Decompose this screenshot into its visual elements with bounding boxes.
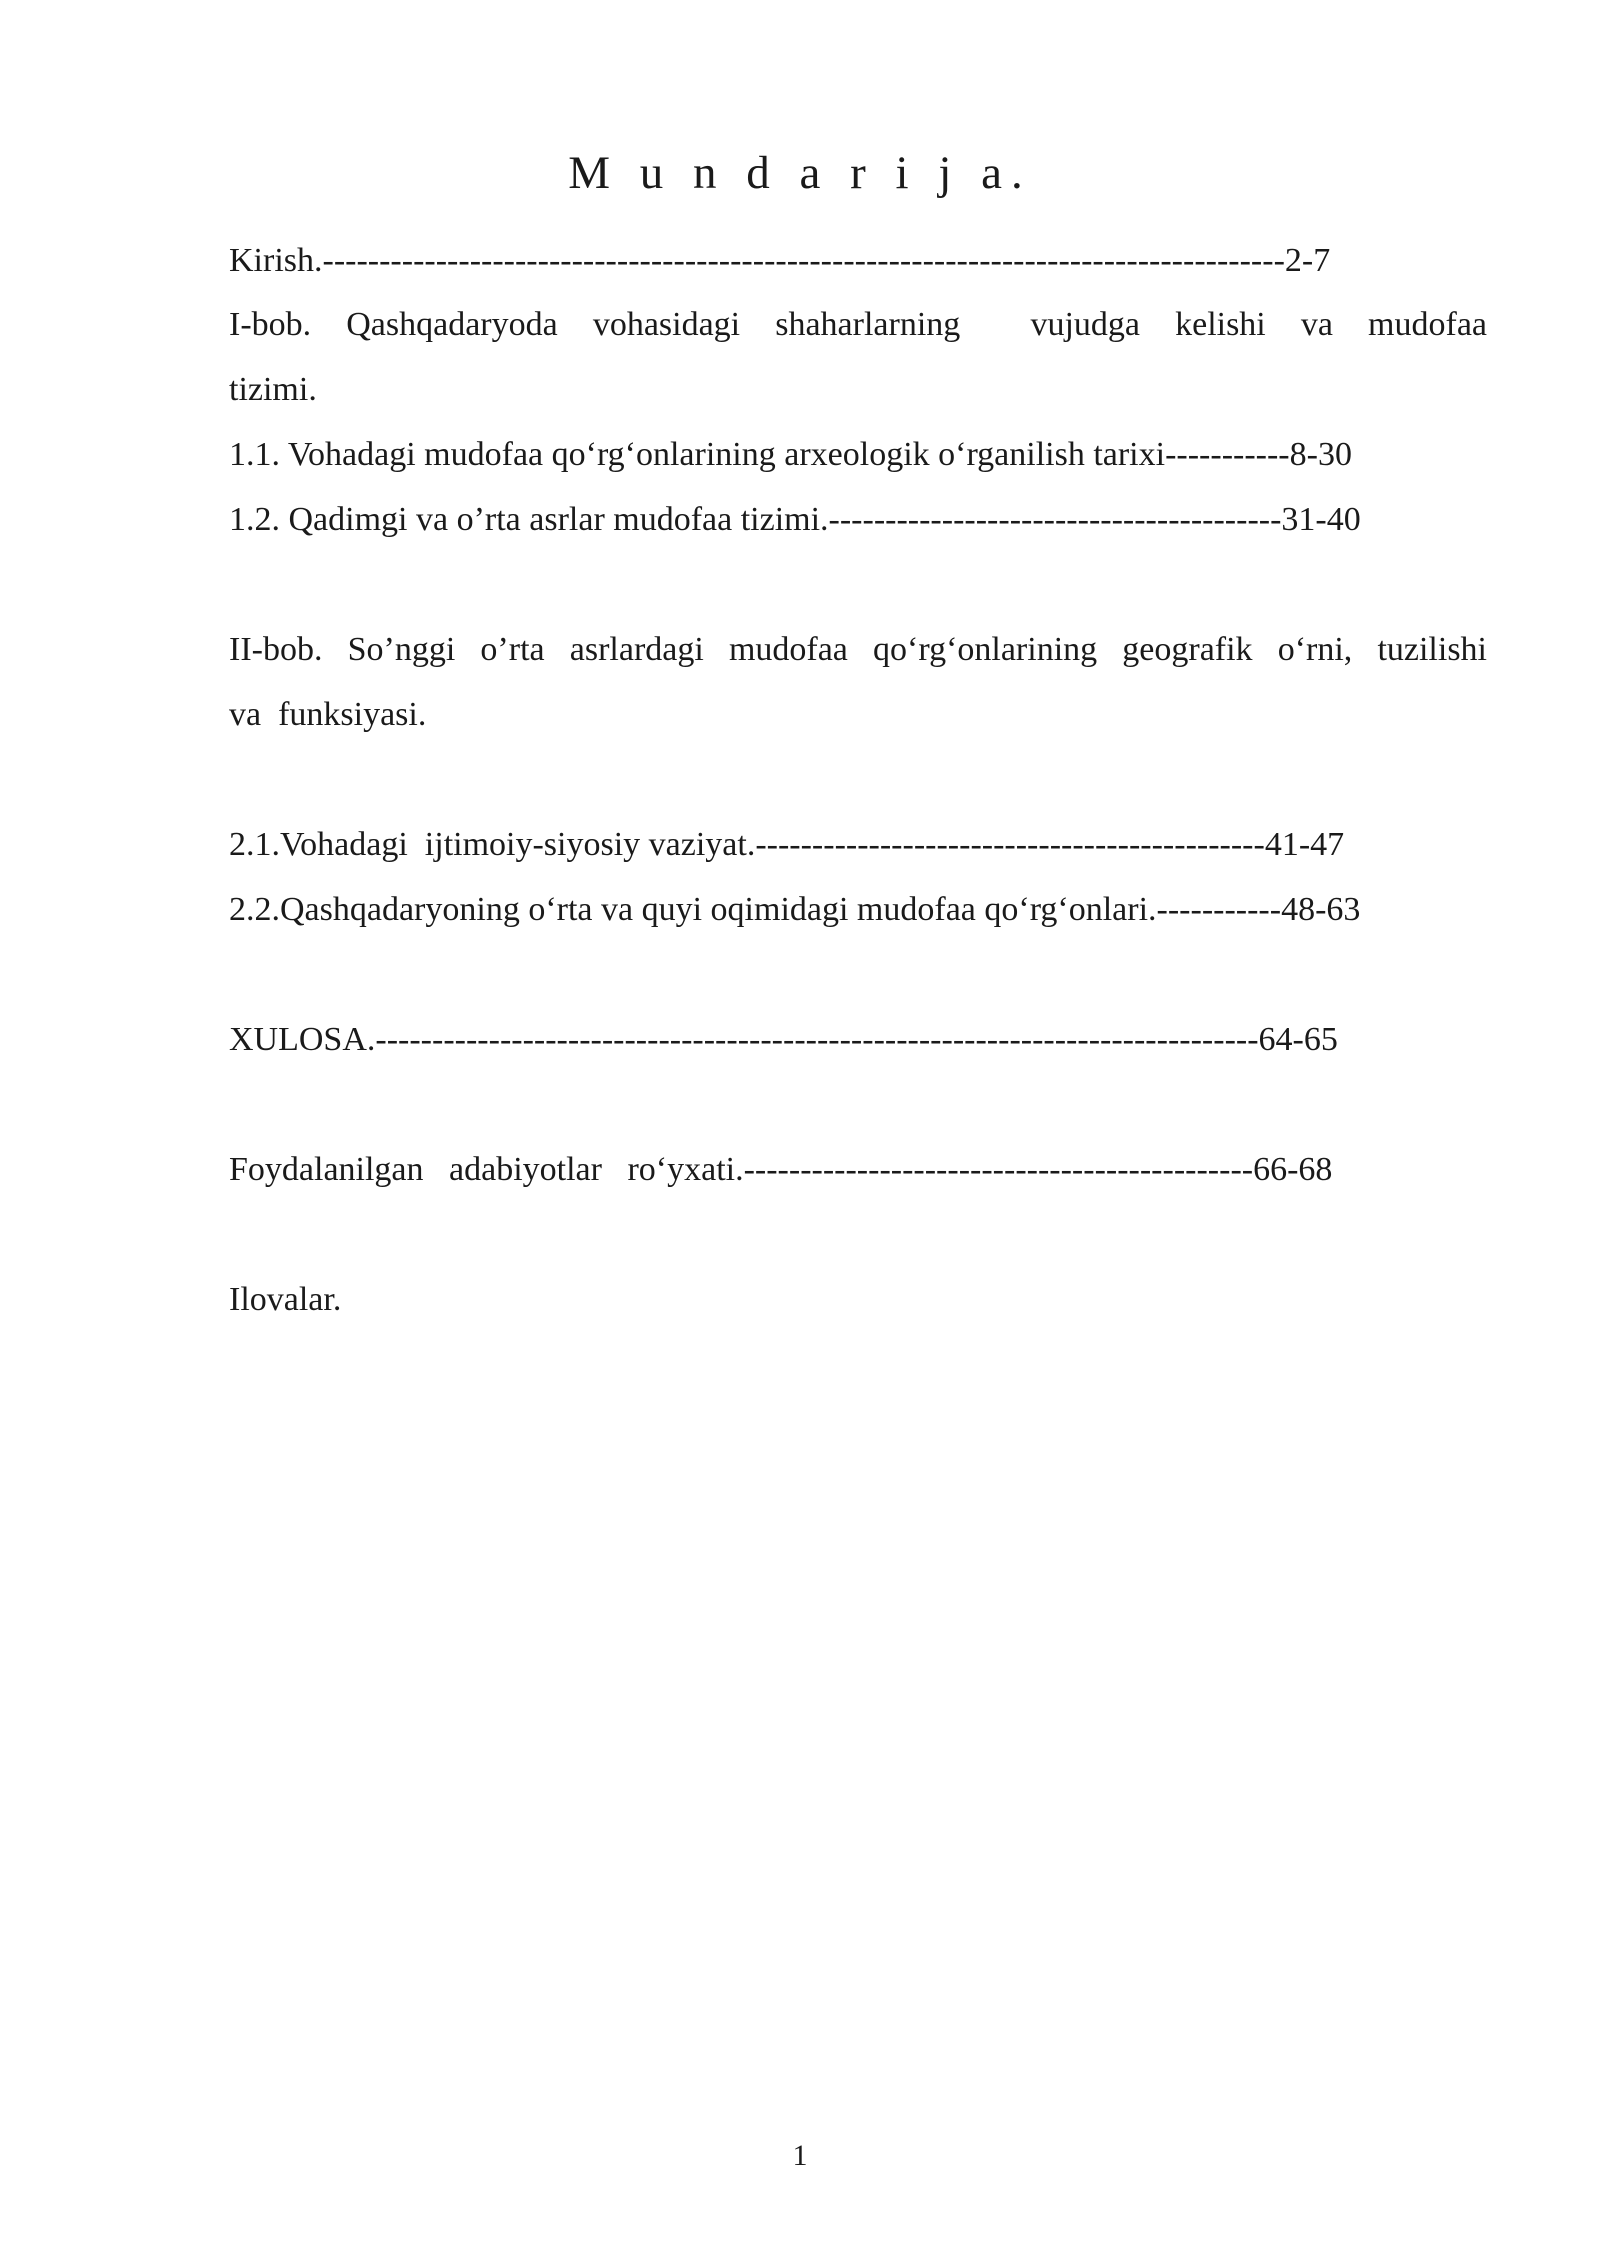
- toc-chapter-2-title-continued: va funksiyasi.: [229, 696, 427, 733]
- toc-entry-introduction: Kirish.-------------------------------------------------------------------------------------2-7: [229, 242, 1331, 279]
- page-title: M u n d a r i j a.: [568, 147, 1032, 199]
- toc-appendices: Ilovalar.: [229, 1281, 342, 1318]
- toc-chapter-1-title: I-bob. Qashqadaryoda vohasidagi shaharlarning vujudga kelishi va mudofaa: [229, 306, 1487, 343]
- toc-conclusion: XULOSA.------------------------------------------------------------------------------64-65: [229, 1021, 1338, 1058]
- toc-references: Foydalanilgan adabiyotlar ro‘yxati.---------------------------------------------66-68: [229, 1151, 1333, 1188]
- toc-section-2-2: 2.2.Qashqadaryoning o‘rta va quyi oqimidagi mudofaa qo‘rg‘onlari.-----------48-63: [229, 891, 1361, 928]
- page-number: 1: [792, 2139, 808, 2172]
- toc-section-1-1: 1.1. Vohadagi mudofaa qo‘rg‘onlarining arxeologik o‘rganilish tarixi-----------8-30: [229, 436, 1352, 473]
- toc-chapter-1-title-continued: tizimi.: [229, 371, 317, 408]
- toc-section-1-2: 1.2. Qadimgi va o’rta asrlar mudofaa tizimi.----------------------------------------31-40: [229, 501, 1361, 538]
- toc-section-2-1: 2.1.Vohadagi ijtimoiy-siyosiy vaziyat.---------------------------------------------41-47: [229, 826, 1345, 863]
- toc-chapter-2-title: II-bob. So’nggi o’rta asrlardagi mudofaa qo‘rg‘onlarining geografik o‘rni, tuzilishi: [229, 631, 1487, 668]
